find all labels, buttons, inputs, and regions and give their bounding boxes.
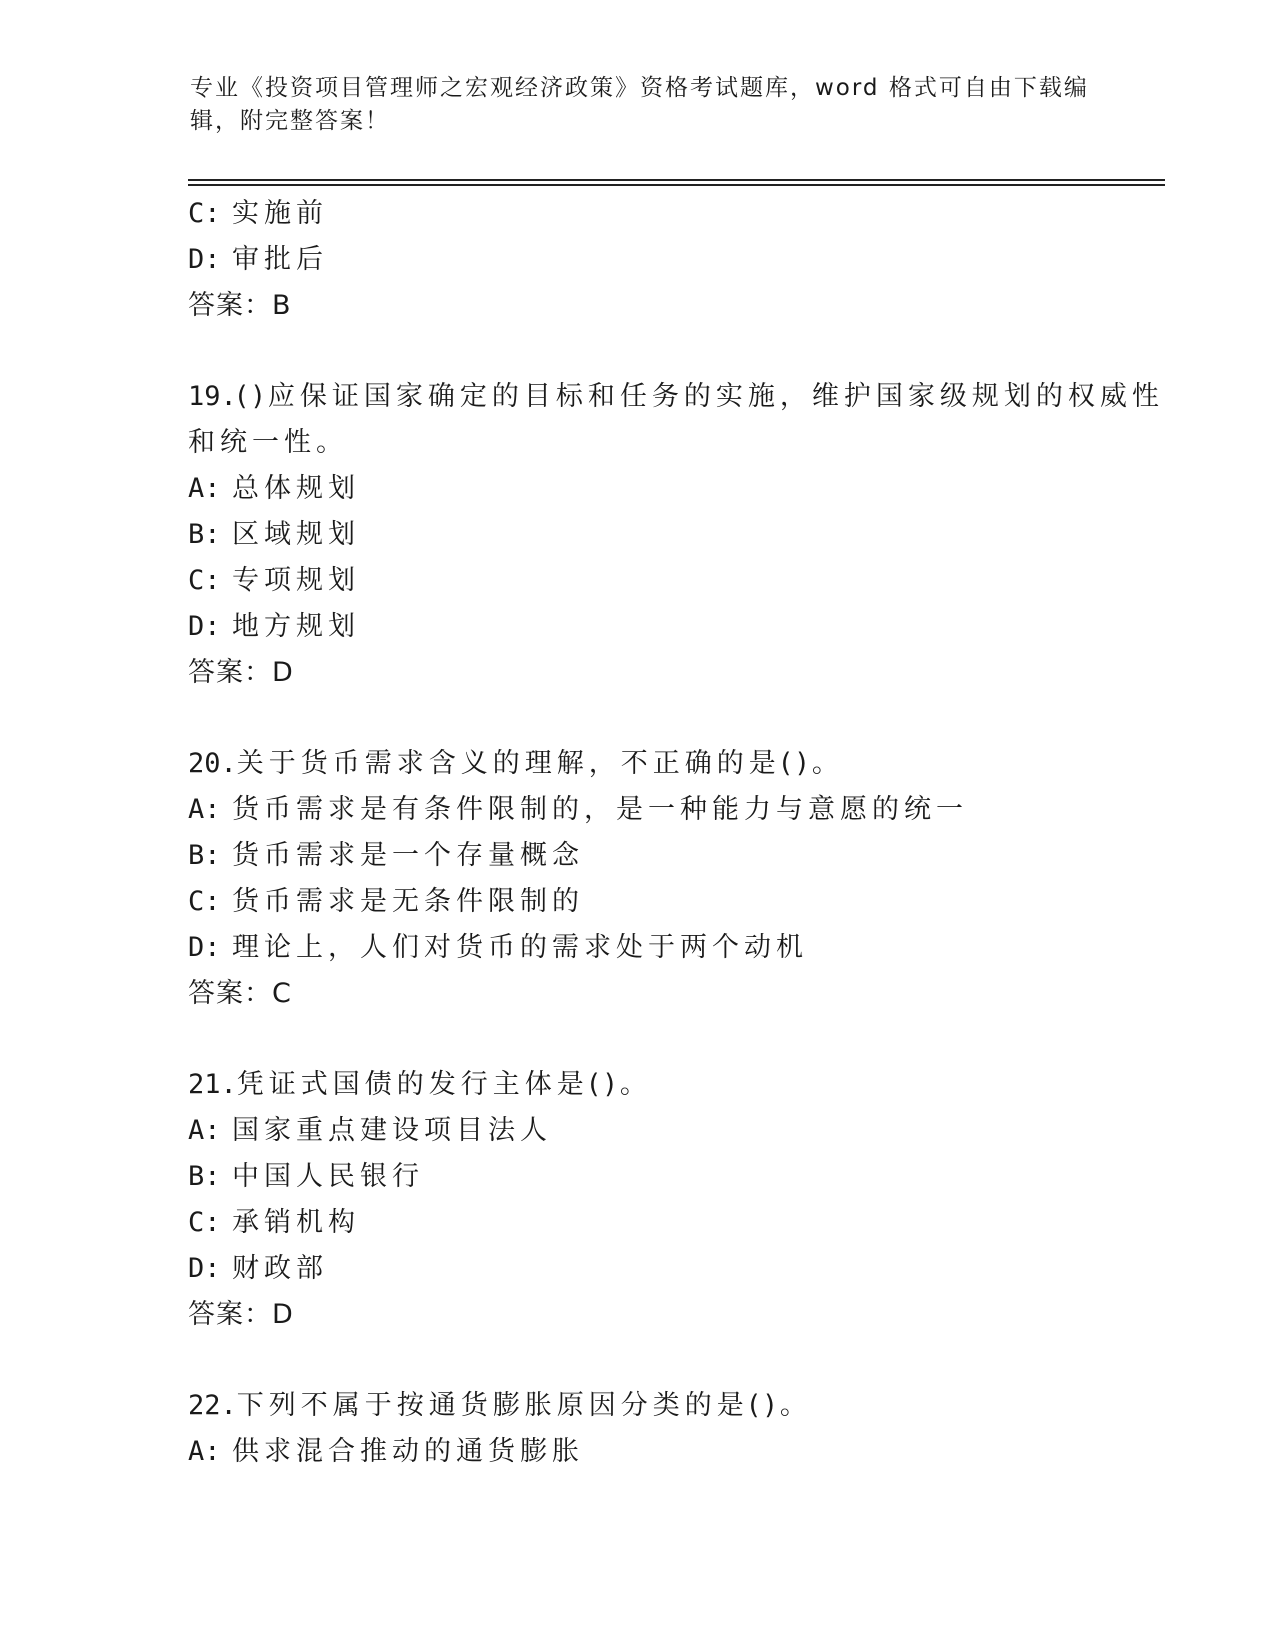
option-text: 货币需求是无条件限制的 [232, 886, 584, 917]
option-letter: C: [188, 198, 221, 229]
question-stem [188, 374, 1164, 420]
header-line-1: 专业《投资项目管理师之宏观经济政策》资格考试题库，word 格式可自由下载编 [190, 75, 1089, 101]
option-letter: C: [188, 886, 221, 917]
answer-line: 答案：B [188, 290, 292, 321]
option-text: 实施前 [232, 198, 328, 229]
option-row [188, 191, 1088, 237]
question-stem-text: ()应保证国家确定的目标和任务的实施，维护国家级规划的权威性 [236, 381, 1164, 412]
question-20 [188, 741, 1088, 1017]
answer-line: 答案：D [188, 657, 294, 688]
question-number: 21. [188, 1069, 237, 1100]
option-text: 财政部 [232, 1253, 328, 1284]
option-text: 货币需求是一个存量概念 [232, 840, 584, 871]
option-row [188, 1246, 1088, 1292]
option-letter: D: [188, 611, 221, 642]
option-letter: B: [188, 1161, 221, 1192]
option-letter: A: [188, 1436, 221, 1467]
answer-line: 答案：D [188, 1299, 294, 1330]
header-rule-bottom [188, 184, 1165, 186]
option-row [188, 833, 1088, 879]
option-text: 总体规划 [232, 473, 360, 504]
option-row [188, 558, 1088, 604]
option-row [188, 879, 1088, 925]
option-row [188, 787, 1088, 833]
option-text: 审批后 [232, 244, 328, 275]
prev-question-tail [188, 191, 1088, 329]
question-stem-text: 关于货币需求含义的理解，不正确的是()。 [236, 748, 844, 779]
option-letter: A: [188, 1115, 221, 1146]
option-letter: B: [188, 840, 221, 871]
question-list [188, 191, 1164, 1475]
option-text: 地方规划 [232, 611, 360, 642]
question-number: 19. [188, 381, 237, 412]
option-letter: B: [188, 519, 221, 550]
option-letter: C: [188, 565, 221, 596]
question-number: 22. [188, 1390, 237, 1421]
question-stem-text: 下列不属于按通货膨胀原因分类的是()。 [236, 1390, 812, 1421]
option-letter: A: [188, 794, 221, 825]
option-text: 国家重点建设项目法人 [232, 1115, 552, 1146]
option-row [188, 1154, 1088, 1200]
option-letter: D: [188, 244, 221, 275]
question-stem [188, 1383, 1088, 1429]
option-row [188, 237, 1088, 283]
option-row [188, 1429, 1088, 1475]
answer-line: 答案：C [188, 978, 292, 1009]
question-stem [188, 741, 1088, 787]
option-letter: D: [188, 932, 221, 963]
option-row [188, 604, 1088, 650]
option-letter: D: [188, 1253, 221, 1284]
option-row [188, 512, 1088, 558]
option-row [188, 466, 1088, 512]
question-stem-text: 凭证式国债的发行主体是()。 [236, 1069, 652, 1100]
question-stem [188, 1062, 1088, 1108]
option-text: 供求混合推动的通货膨胀 [232, 1436, 584, 1467]
question-stem-continued: 和统一性。 [188, 427, 348, 458]
option-row [188, 1200, 1088, 1246]
option-text: 货币需求是有条件限制的，是一种能力与意愿的统一 [232, 794, 968, 825]
question-21 [188, 1062, 1088, 1338]
option-text: 承销机构 [232, 1207, 360, 1238]
page-header [190, 72, 1090, 138]
question-19 [188, 374, 1164, 696]
option-letter: C: [188, 1207, 221, 1238]
option-row [188, 925, 1088, 971]
header-rule-top [188, 179, 1165, 181]
question-number: 20. [188, 748, 237, 779]
option-letter: A: [188, 473, 221, 504]
option-text: 区域规划 [232, 519, 360, 550]
option-text: 中国人民银行 [232, 1161, 424, 1192]
header-line-2: 辑，附完整答案！ [190, 108, 390, 134]
option-text: 专项规划 [232, 565, 360, 596]
question-22 [188, 1383, 1088, 1475]
option-row [188, 1108, 1088, 1154]
option-text: 理论上，人们对货币的需求处于两个动机 [232, 932, 808, 963]
